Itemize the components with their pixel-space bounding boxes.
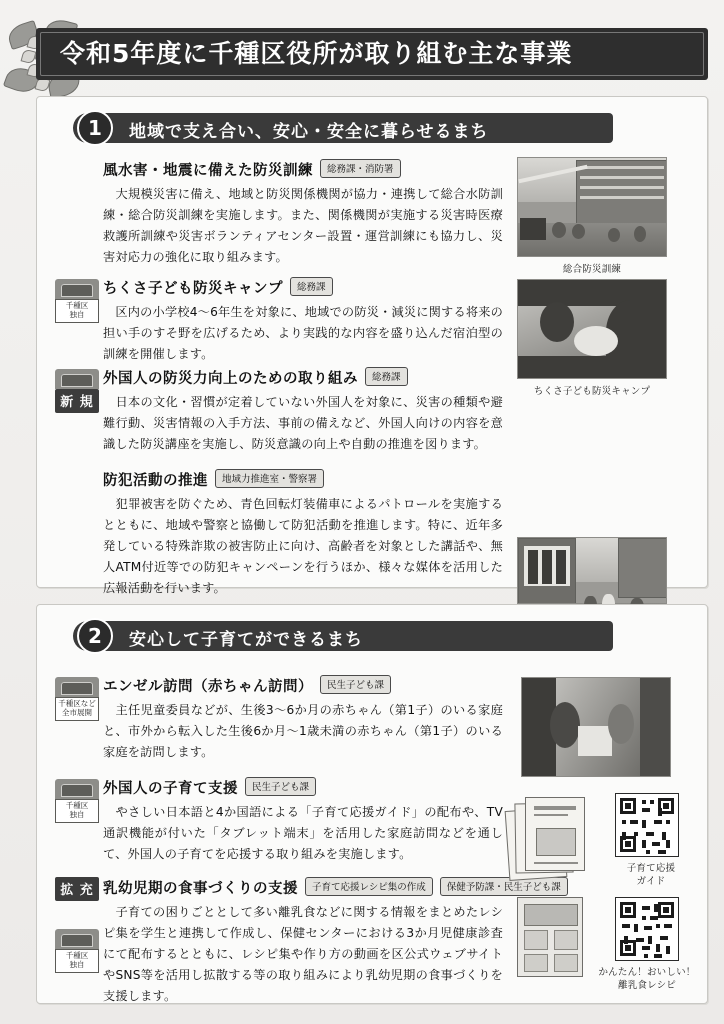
building-icon	[55, 279, 99, 299]
item-disaster-drill-title: 風水害・地震に備えた防災訓練	[103, 163, 313, 179]
item-angel-visit-title: エンゼル訪問（赤ちゃん訪問）	[103, 679, 313, 695]
item-infant-meal-support-title: 乳幼児期の食事づくりの支援	[103, 881, 298, 897]
item-infant-meal-support-head	[103, 877, 568, 898]
item-foreigner-disaster-body: 日本の文化・習慣が定着していない外国人を対象に、災害の種類や避難行動、災害情報の入手方法、事前の備えなど、外国人向けの内容を意識した防災講座を実施し、防災意識の向上や自動の推進を図ります。	[103, 395, 503, 451]
badge-citywide	[55, 677, 99, 721]
badge-sub-label: 千種区 独自	[55, 799, 99, 823]
section-2-number: 2	[77, 618, 113, 654]
caption-comprehensive-disaster-drill: 総合防災訓練	[562, 264, 622, 275]
item-disaster-drill-body: 大規模災害に備え、地域と防災関係機関が協力・連携して総合水防訓練・総合防災訓練を実施します。また、関係機関が実施する災害時医療救護所訓練や災害ボランティアセンター設置・運営訓練にも協力し、災害対応力の強化に取り組みます。	[103, 187, 503, 264]
caption-line-2: 離乳食レシピ	[618, 979, 676, 991]
page-title: 令和5年度に千種区役所が取り組む主な事業	[60, 39, 573, 68]
photo-comprehensive-disaster-drill	[517, 157, 667, 257]
item-angel-visit-body: 主任児童委員などが、生後3～6か月の赤ちゃん（第1子）のいる家庭と、市外から転入した生後6か月～1歳未満の赤ちゃん（第1子）のいる家庭を訪問します。	[103, 703, 503, 759]
item-disaster-drill-head	[103, 159, 401, 180]
item-kids-camp-tag: 総務課	[290, 277, 333, 296]
item-disaster-drill-tag: 総務課・消防署	[320, 159, 401, 178]
building-icon	[55, 929, 99, 949]
item-infant-meal-support-tag: 子育て応援レシピ集の作成	[305, 877, 433, 896]
caption-line-1: かんたん！おいしい！	[598, 967, 696, 978]
qr-baby-food-recipes[interactable]	[615, 897, 679, 961]
photo-angel-home-visit	[521, 677, 671, 777]
caption-chikusa-kids-disaster-camp: ちくさ子ども防災キャンプ	[533, 386, 651, 397]
caption-baby-food-recipes	[585, 967, 709, 993]
item-crime-prevention-body: 犯罪被害を防ぐため、青色回転灯装備車によるパトロールを実施するとともに、地域や警察と協働して防犯活動を推進します。特に、近年多発している特殊詐欺の被害防止に向け、高齢者を対象とした講話や、無人ATM付近等での防犯キャンペーンを行うほか、様々な媒体を活用した広報活動を行います。	[103, 497, 503, 595]
caption-line-1: 子育て応援	[626, 863, 676, 874]
qr-childcare-support-guide[interactable]	[615, 793, 679, 857]
item-foreigner-childcare-title: 外国人の子育て支援	[103, 781, 238, 797]
booklet-baby-food-recipes	[517, 897, 591, 979]
badge-expanded-label: 拡 充	[55, 877, 99, 901]
item-foreigner-disaster-tag: 総務課	[365, 367, 408, 386]
section-2-title: 安心して子育てができるまち	[129, 630, 363, 650]
section-1-title: 地域で支え合い、安心・安全に暮らせるまち	[129, 122, 489, 142]
badge-chikusa-original-1	[55, 279, 99, 323]
page-header	[0, 18, 724, 90]
item-infant-meal-support-tag2: 保健予防課・民生子ども課	[440, 877, 568, 896]
badge-sub-label: 千種区 独自	[55, 299, 99, 323]
item-crime-prevention-head	[103, 469, 324, 490]
building-icon	[55, 677, 99, 697]
badge-chikusa-original-2	[55, 779, 99, 823]
building-icon	[55, 369, 99, 389]
badge-sub-label: 千種区 独自	[55, 949, 99, 973]
item-angel-visit-head	[103, 675, 391, 696]
section-1-number: 1	[77, 110, 113, 146]
section-2	[36, 604, 708, 1004]
section-1	[36, 96, 708, 595]
caption-childcare-support-guide	[597, 863, 705, 889]
item-kids-camp-body: 区内の小学校4～6年生を対象に、地域での防災・減災に関する将来の担い手のすそ野を広げるため、より実践的な内容を盛り込んだ宿泊型の訓練を開催します。	[103, 305, 503, 361]
item-angel-visit-tag: 民生子ども課	[320, 675, 391, 694]
item-infant-meal-support-body: 子育ての困りごととして多い離乳食などに関する情報をまとめたレシピ集を学生と連携して作成し、保健センターにおける3か月児健康診査にて配布するとともに、レシピ集や作り方の動画を区公式ウェブサイトやSNS等を活用し拡散する等の取り組みにより乳幼児期の食事づくりを支援します。	[103, 905, 503, 1003]
caption-line-2: ガイド	[636, 875, 666, 887]
item-foreigner-disaster-title: 外国人の防災力向上のための取り組み	[103, 371, 358, 387]
badge-expanded	[55, 877, 99, 973]
badge-new-1	[55, 369, 99, 414]
item-crime-prevention-title: 防犯活動の推進	[103, 473, 208, 489]
item-foreigner-childcare-body: やさしい日本語と4か国語による「子育て応援ガイド」の配布や、TV通訳機能が付いた「タブレット端末」を活用した家庭訪問などを通して、外国人の子育てを応援する取り組みを実施します。	[103, 805, 503, 861]
item-crime-prevention-tag: 地域力推進室・警察署	[215, 469, 324, 488]
item-foreigner-childcare-tag: 民生子ども課	[245, 777, 316, 796]
building-icon	[55, 779, 99, 799]
badge-sub-label: 千種区など 全市展開	[55, 697, 99, 721]
item-kids-camp-title: ちくさ子ども防災キャンプ	[103, 281, 283, 297]
badge-new-label: 新 規	[55, 389, 99, 413]
item-foreigner-disaster-head	[103, 367, 408, 388]
photo-chikusa-kids-disaster-camp	[517, 279, 667, 379]
item-kids-camp-head	[103, 277, 333, 298]
item-foreigner-childcare-head	[103, 777, 316, 798]
leaflet-childcare-support-guide	[507, 793, 599, 879]
